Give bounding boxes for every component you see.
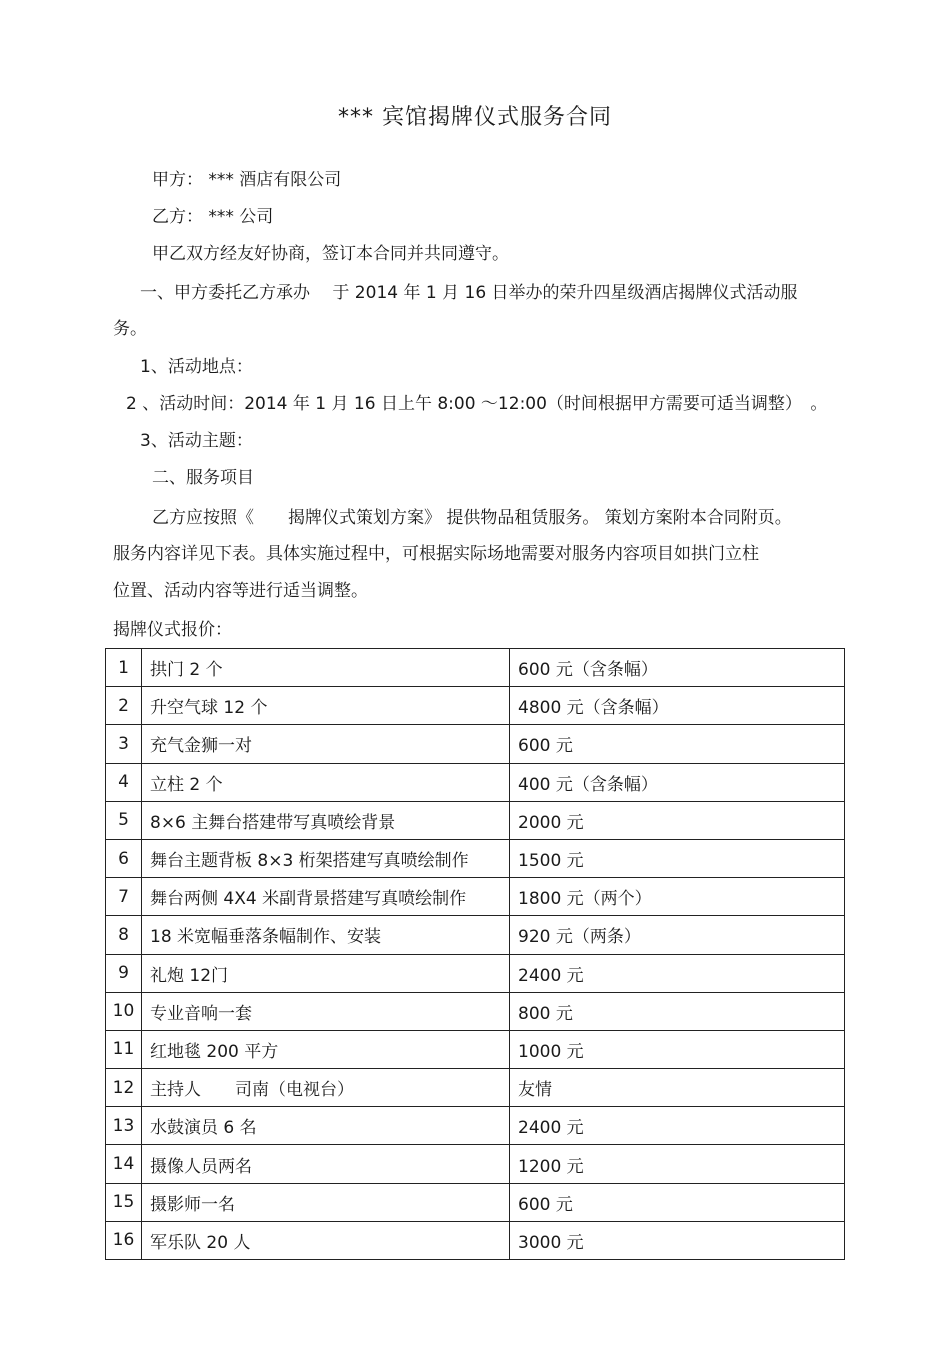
row-item: 拱门 2 个 <box>142 649 510 687</box>
row-number: 13 <box>106 1107 142 1145</box>
service-paragraph-line2: 服务内容详见下表。具体实施过程中，可根据实际场地需要对服务内容项目如拱门立柱 <box>113 544 759 564</box>
row-number: 15 <box>106 1183 142 1221</box>
table-row <box>106 1221 845 1259</box>
row-item: 舞台两侧 4X4 米副背景搭建写真喷绘制作 <box>142 878 510 916</box>
row-number: 2 <box>106 687 142 725</box>
row-price: 2400 元 <box>510 954 845 992</box>
table-row <box>106 878 845 916</box>
row-price: 1800 元（两个） <box>510 878 845 916</box>
row-item: 红地毯 200 平方 <box>142 1030 510 1068</box>
row-price: 1200 元 <box>510 1145 845 1183</box>
table-row <box>106 1030 845 1068</box>
row-price: 3000 元 <box>510 1221 845 1259</box>
section1-line2: 务。 <box>113 319 147 339</box>
party-a-line: 甲方： *** 酒店有限公司 <box>152 170 342 190</box>
service-paragraph-line3: 位置、活动内容等进行适当调整。 <box>113 581 368 601</box>
party-b-line: 乙方： *** 公司 <box>152 207 274 227</box>
row-price: 600 元 <box>510 1183 845 1221</box>
row-item: 军乐队 20 人 <box>142 1221 510 1259</box>
row-number: 12 <box>106 1069 142 1107</box>
activity-theme: 3、活动主题： <box>140 431 253 451</box>
row-number: 9 <box>106 954 142 992</box>
quote-table <box>105 648 845 1260</box>
table-row <box>106 839 845 877</box>
table-row <box>106 1107 845 1145</box>
row-item: 升空气球 12 个 <box>142 687 510 725</box>
row-item: 礼炮 12门 <box>142 954 510 992</box>
table-row <box>106 801 845 839</box>
service-paragraph-line1: 乙方应按照《 揭牌仪式策划方案》 提供物品租赁服务。 策划方案附本合同附页。 <box>152 508 792 528</box>
table-row <box>106 649 845 687</box>
row-number: 1 <box>106 649 142 687</box>
quote-label: 揭牌仪式报价： <box>113 620 232 640</box>
row-price: 友情 <box>510 1069 845 1107</box>
row-number: 7 <box>106 878 142 916</box>
row-price: 400 元（含条幅） <box>510 763 845 801</box>
section1-line1: 一、甲方委托乙方承办 于 2014 年 1 月 16 日举办的荣升四星级酒店揭牌仪式活动服 <box>140 283 798 303</box>
row-item: 立柱 2 个 <box>142 763 510 801</box>
row-number: 14 <box>106 1145 142 1183</box>
row-price: 2400 元 <box>510 1107 845 1145</box>
activity-time: 2 、活动时间：2014 年 1 月 16 日上午 8:00 ～12:00（时间根据甲方需要可适当调整） 。 <box>126 394 828 414</box>
row-number: 10 <box>106 992 142 1030</box>
table-row <box>106 954 845 992</box>
document-title: *** 宾馆揭牌仪式服务合同 <box>338 105 612 130</box>
row-number: 11 <box>106 1030 142 1068</box>
row-item: 摄影师一名 <box>142 1183 510 1221</box>
row-item: 舞台主题背板 8×3 桁架搭建写真喷绘制作 <box>142 839 510 877</box>
row-item: 充气金狮一对 <box>142 725 510 763</box>
row-item: 摄像人员两名 <box>142 1145 510 1183</box>
row-number: 4 <box>106 763 142 801</box>
row-price: 1500 元 <box>510 839 845 877</box>
row-price: 1000 元 <box>510 1030 845 1068</box>
table-row <box>106 1145 845 1183</box>
table-row <box>106 1183 845 1221</box>
agreement-line: 甲乙双方经友好协商，签订本合同并共同遵守。 <box>152 244 509 264</box>
row-number: 16 <box>106 1221 142 1259</box>
row-item: 水鼓演员 6 名 <box>142 1107 510 1145</box>
row-item: 专业音响一套 <box>142 992 510 1030</box>
row-price: 800 元 <box>510 992 845 1030</box>
table-row <box>106 687 845 725</box>
row-price: 2000 元 <box>510 801 845 839</box>
row-number: 6 <box>106 839 142 877</box>
row-price: 600 元（含条幅） <box>510 649 845 687</box>
row-number: 3 <box>106 725 142 763</box>
section2-heading: 二、服务项目 <box>152 468 254 488</box>
row-price: 920 元（两条） <box>510 916 845 954</box>
quote-table-body <box>106 649 845 1260</box>
row-price: 4800 元（含条幅） <box>510 687 845 725</box>
table-row <box>106 725 845 763</box>
row-price: 600 元 <box>510 725 845 763</box>
row-number: 5 <box>106 801 142 839</box>
row-number: 8 <box>106 916 142 954</box>
table-row <box>106 992 845 1030</box>
row-item: 18 米宽幅垂落条幅制作、安装 <box>142 916 510 954</box>
row-item: 8×6 主舞台搭建带写真喷绘背景 <box>142 801 510 839</box>
table-row <box>106 763 845 801</box>
table-row <box>106 916 845 954</box>
activity-location: 1、活动地点： <box>140 357 253 377</box>
table-row <box>106 1069 845 1107</box>
row-item: 主持人 司南（电视台） <box>142 1069 510 1107</box>
